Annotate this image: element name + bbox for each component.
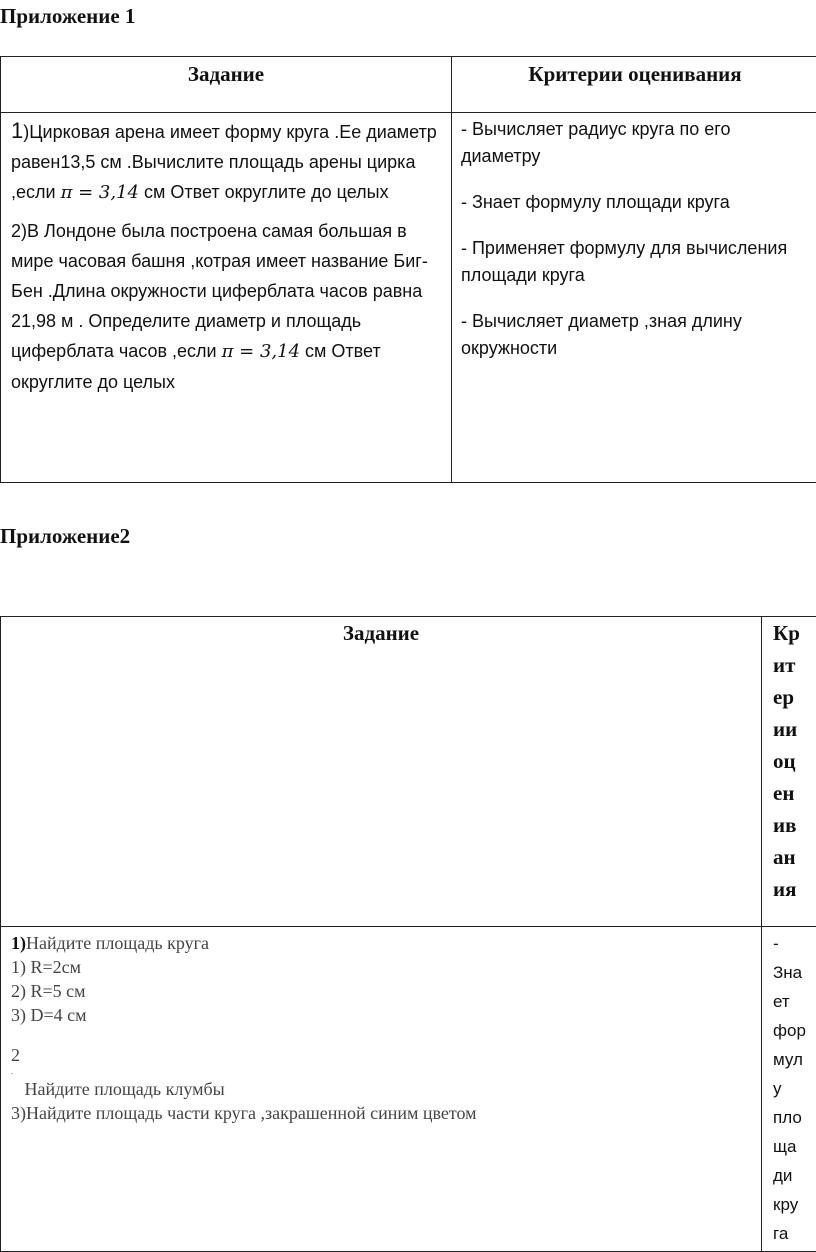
col-header-task: Задание: [1, 57, 452, 113]
criterion-item: - Вычисляет диаметр ,зная длину окружности: [461, 308, 812, 362]
task-2-tail: см Ответ округлите до целых: [11, 341, 381, 392]
task-number: 1): [11, 933, 26, 953]
task-1: [11, 116, 445, 208]
criteria-header-fragment: оц: [773, 745, 816, 777]
criteria-cell: [452, 113, 816, 483]
criteria-header-fragment: ив: [773, 809, 816, 841]
subtask-1: 1) R=2см: [11, 955, 761, 979]
criteria-fragment: кру: [773, 1190, 816, 1219]
criterion-item: - Знает формулу площади круга: [461, 189, 812, 216]
task-1-number: 1: [11, 118, 23, 143]
task-cell: [1, 927, 762, 1252]
task-2-text: 2)В Лондоне была построена самая большая в мире часовая башня ,котрая имеет название Биг-Бен .Длина окружности циферблата часов равна 21,98 м . Определите диаметр и площадь циферблата часов ,если: [11, 221, 428, 361]
criteria-fragment: ди: [773, 1161, 816, 1190]
task-2: [11, 216, 445, 397]
criteria-fragment: Зна: [773, 958, 816, 987]
appendix2-table: [0, 616, 816, 1252]
criterion-item: - Применяет формулу для вычисления площади круга: [461, 235, 812, 289]
pi-formula: π = 3,14: [61, 182, 139, 203]
criteria-header-fragment: ит: [773, 649, 816, 681]
criteria-cell: [762, 927, 816, 1252]
subtask-2: 2) R=5 см: [11, 979, 761, 1003]
criteria-fragment: га: [773, 1219, 816, 1248]
criteria-fragment: ща: [773, 1132, 816, 1161]
task-1-title: [11, 931, 761, 955]
col-header-criteria: Критерии оценивания: [452, 57, 816, 113]
criteria-header-fragment: ер: [773, 681, 816, 713]
criteria-fragment: -: [773, 929, 816, 958]
criteria-header-fragment: ен: [773, 777, 816, 809]
task-1-text: Найдите площадь круга: [26, 933, 209, 953]
task-3-text: 3)Найдите площадь части круга ,закрашенной синим цветом: [11, 1101, 761, 1125]
criterion-item: - Вычисляет радиус круга по его диаметру: [461, 116, 812, 170]
task-2-dot: .: [11, 1067, 761, 1077]
task-cell: [1, 113, 452, 483]
criteria-fragment: ет: [773, 987, 816, 1016]
criteria-header-fragment: Кр: [773, 617, 816, 649]
col-header-criteria: [762, 617, 816, 927]
task-2-text: Найдите площадь клумбы: [11, 1077, 761, 1101]
subtask-3: 3) D=4 см: [11, 1003, 761, 1027]
task-1-text: )Цирковая арена имеет форму круга .Ее диаметр равен13,5 см .Вычислите площадь арены цирка ,если: [11, 122, 437, 202]
criteria-header-fragment: ия: [773, 873, 816, 905]
criteria-fragment: мул: [773, 1045, 816, 1074]
col-header-task: Задание: [1, 617, 762, 927]
task-1-tail: см Ответ округлите до целых: [139, 182, 389, 202]
appendix1-table: [0, 56, 816, 483]
pi-formula: π = 3,14: [222, 341, 300, 362]
appendix2-heading: Приложение2: [0, 524, 130, 549]
criteria-header-fragment: ии: [773, 713, 816, 745]
criteria-fragment: фор: [773, 1016, 816, 1045]
criteria-header-fragment: ан: [773, 841, 816, 873]
criteria-fragment: у: [773, 1074, 816, 1103]
task-2-number: 2: [11, 1043, 761, 1067]
appendix1-heading: Приложение 1: [0, 4, 135, 29]
criteria-fragment: пло: [773, 1103, 816, 1132]
